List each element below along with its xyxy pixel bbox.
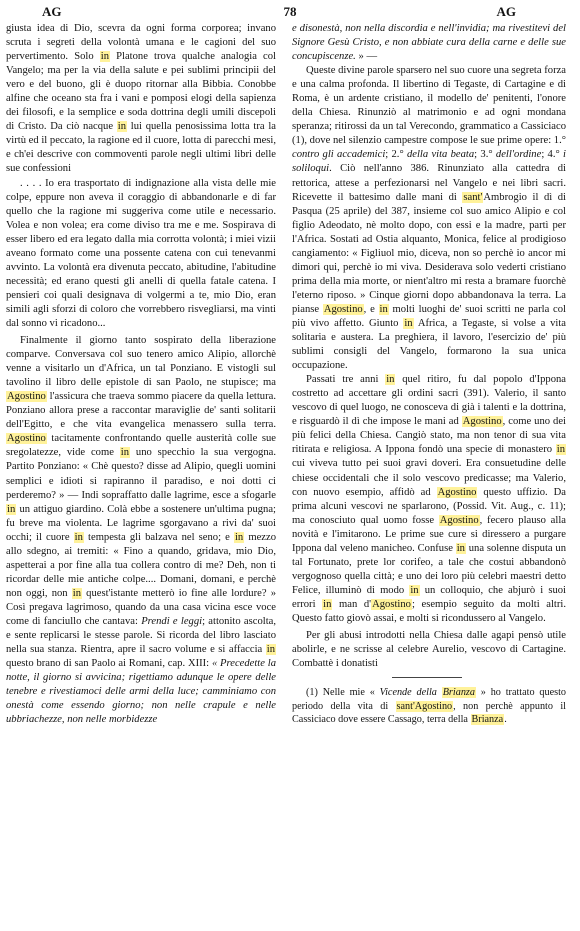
italic-text: dell'ordine xyxy=(495,149,542,161)
search-highlight: in xyxy=(117,121,127,133)
search-highlight: in xyxy=(234,531,244,543)
search-highlight: Brianza xyxy=(471,714,504,726)
search-highlight: in xyxy=(456,542,465,554)
search-highlight: Agostino xyxy=(323,303,363,315)
paragraph xyxy=(292,22,566,64)
text-run: tempesta gli balzava nel seno; e xyxy=(83,531,234,543)
text-run: Africa, a Tegaste, si volse a vita solitaria e austera. La preghiera, il lavoro, l'esercizio de' più sublimi consigli del Vangelo, formarono la sua unica occupazione. xyxy=(292,317,567,372)
text-run: ; attonito ascolta, e sente replicarsi le stesse parole. Si ricorda del libro lasciato nella sua stanza. Rientra, apre il sacro volume e si affaccia xyxy=(6,615,276,656)
text-run: ; 4.° xyxy=(541,149,564,161)
footnote-divider xyxy=(392,677,462,678)
text-run: , come uno dei più felici della Chiesa. Cangiò stato, ma non tenor di sua vita ritirata e religiosa. A Ippona fondò una specie di monastero xyxy=(292,416,566,456)
search-highlight: in xyxy=(379,303,388,315)
text-run: Queste divine parole sparsero nel suo cuore una segreta forza e una calma profonda. Il libertino di Tegaste, di Cartagine e di Roma, è un ardente cristiano, il modello de' penitenti, l'onore della Chiesa. Rinunziò al matrimonio e ad ogni mondana speranza; ritirossi da un tal Verecondo, grammatico a Cassiciaco (1), dove nel silenzio campestre compose le sue prime opere: 1.° xyxy=(292,65,566,147)
search-highlight: sant' xyxy=(463,191,483,203)
paragraph xyxy=(6,22,276,177)
search-highlight: Agostino xyxy=(7,391,46,403)
text-run: . . . . Io era trasportato di indignazione alla vista delle mie colpe, eppure non aveva il coraggio di abbandonarle e di far quello che la ragione mi suggeriva come utile e necessario. Volea e non volea; era come diviso tra me e me. Sospirava di esser libero ed era legato dalla mia corrotta volontà; i miei vizii aveano formato come una possente catena con cui tenevanmi avvinto. La volontà era divenuta peccato, abitudine, l'abitudine necessità; ed erano questi gli anelli di quella fatale catena. I pensieri coi quali designava di volgermi a te, mio Dio, eran simili agli sforzi di coloro che vorrebbero risvegliarsi, ma vinti dal sonno vi ricadono... xyxy=(6,177,276,329)
text-run: mezzo allo sdegno, ai tremiti: « Fino a quando, gridava, mio Dio, aspetterai a por fine alla tua collera contro di me? Deh, non ti ricordar delle mie antiche colpe.... Domani, domani, e perchè non oggi, non xyxy=(6,531,276,599)
text-run: Finalmente il giorno tanto sospirato della liberazione comparve. Conversava col suo tenero amico Alipio, allorchè venne a visitarlo un d'Africa, un tal Ponziano. E vistogli sul tavolino il libro delle epistole di san Paolo, ne stupisce; ma xyxy=(6,335,276,389)
text-run: tacitamente confrontando quelle austerità colle sue sregolatezze, vide come xyxy=(6,433,276,459)
search-highlight: Agostino xyxy=(7,433,46,445)
italic-text: della vita beata xyxy=(406,149,475,161)
text-run: quest'istante metterò io fine alle lordure? » Così pregava lagrimoso, quando da una casa vicina esce voce come di fanciullo che cantava: xyxy=(6,587,276,627)
text-run: , fecero plauso alla novità e l'imitarono. Le prime sue cure si diressero a purgare Ippona dal veleno manicheo. Confuse xyxy=(292,514,566,554)
italic-text: i soliloqui xyxy=(292,149,566,175)
search-highlight: in xyxy=(404,317,413,329)
header-right-keyword: AG xyxy=(496,4,516,19)
text-run: lui quella penosissima lotta tra la virtù ed il peccato, la ragione ed il cuore, lotta di parecchi mesi, e ch'ei descrive con commoventi parole negli ultimi libri delle sue confessioni xyxy=(6,121,276,175)
search-highlight: in xyxy=(556,444,565,456)
paragraph xyxy=(6,177,276,332)
text-run: ; 2.° xyxy=(385,149,407,161)
italic-text: Prendi e leggi xyxy=(141,615,203,627)
search-highlight: in xyxy=(386,374,395,386)
page-number: 78 xyxy=(283,4,297,19)
italic-text: Vicende della xyxy=(379,687,442,699)
text-run: quel ritiro, fu dal popolo d'Ippona costretto ad accettare gli ordini sacri (391). Valerio, il santo vescovo di quel luogo, ne conosceva di già i talenti e la dottrina, e risguardò il dì che impose le mani ad xyxy=(292,374,566,428)
paragraph xyxy=(292,373,566,626)
search-highlight: in xyxy=(266,644,275,656)
header-left-keyword: AG xyxy=(42,4,62,19)
search-highlight: Agostino xyxy=(372,598,411,610)
italic-text: contro gli accademici xyxy=(292,149,386,161)
search-highlight: in xyxy=(120,447,130,459)
text-run: » ho trattato questo periodo della vita di xyxy=(292,687,567,712)
paragraph xyxy=(292,64,566,373)
text-run: una solenne disputa un tal Fortunato, prete lor corifeo, a tale che costui abbandonò vergognoso quella città; e uno dei loro più celebri maestri detto Felice, illuminò di modo xyxy=(292,542,566,596)
text-run: ; esempio seguito da molti altri. Questo fatto giovò assai, e molti si ricondussero al Vangelo. xyxy=(292,598,566,624)
left-column xyxy=(6,22,276,727)
text-run: , non perchè appunto il Cassiciaco dove essere Cassago, terra della xyxy=(292,700,566,726)
search-highlight: in xyxy=(72,587,81,599)
text-run: un colloquio, che abjurò i suoi errori xyxy=(292,584,566,610)
running-header xyxy=(10,4,570,22)
text-run: . xyxy=(504,714,507,726)
search-highlight: Agostino xyxy=(439,514,479,526)
text-run: Ambrogio il dì di Pasqua (25 aprile) del 387, insieme col suo amico Alipio e col figlio Adeodato, nè molto dopo, con essi e la madre, partì per l'Africa. Sostati ad Ostia alquanto, Monica, felice al prodigioso cangiamento: « Figliuol mio, diceva, non so perchè io ancor mi dimori qui, perchè io mi viva. Desiderava solo vederti cristiano prima della mia morte, or nient'altro mi resta a bramare fuorchè l'eterno riposo. » Cinque giorni dopo abbandonava la terra. La pianse xyxy=(292,191,566,315)
search-highlight: Brianza xyxy=(442,687,475,699)
right-column-body xyxy=(292,22,566,671)
text-run: questo uffizio. Da prima alcuni vescovi ne sparlarono, (Possid. Vit. Aug., c. 11); ma conosciuto qual uomo fosse xyxy=(292,486,567,526)
italic-text: « Precedette la notte, il giorno si avvicina; rigettiamo adunque le opere delle tenebre e rivestiamoci delle armi della luce; camminiamo con onestà come essendo giorno; non nelle crapule e nelle ubbriachezze, non nelle morbidezze xyxy=(6,658,276,726)
text-run: Passati tre anni xyxy=(306,374,386,386)
text-run: un attiguo giardino. Colà ebbe a sostenere un'ultima pugna; fu breve ma violenta. Le lagrime sgorgavano a rivi da' suoi occhi; il cuore xyxy=(6,503,276,543)
text-run: ; 3.° xyxy=(474,149,496,161)
text-run: molti luoghi de' suoi scritti ne parla col più vivo affetto. Giunto xyxy=(292,303,566,329)
text-run: man d' xyxy=(332,598,372,610)
search-highlight: Agostino xyxy=(462,416,502,428)
search-highlight: in xyxy=(323,598,332,610)
text-run: l'assicura che traeva sommo piacere da quella lettura. Ponziano allora prese a raccontar maraviglie de' santi solitarii dell'Egitto, e che vita evangelica menassero sulla terra. xyxy=(6,391,276,431)
text-run: cui viveva tutto pei suoi gravi doveri. Era consuetudine delle chiese occidentali che il solo vescovo predicasse; ma Valerio, con nuovo esempio, affidò ad xyxy=(292,458,566,498)
text-run: giusta idea di Dio, scevra da ogni forma corporea; invano scruta i segreti della volontà umana e le cagioni del suo pervertimento. Solo xyxy=(6,23,276,63)
search-highlight: in xyxy=(100,51,110,63)
search-highlight: in xyxy=(7,503,16,515)
paragraph xyxy=(6,334,276,727)
search-highlight: Agostino xyxy=(437,486,477,498)
text-run: . Ciò nell'anno 386. Rinunziato alla cattedra di rettorica, attese a perfezionarsi nel Vangelo e nei libri sacri. Ricevette il battesimo dalle mani di xyxy=(292,163,566,203)
text-run: uno specchio la sua vergogna. Partito Ponziano: « Chè questo? disse ad Alipio, quegli uomini semplici e idioti si rapiranno il paradiso, e noi dotti ci perderemo? » — Indi sopraffatto dalle lagrime, esce a sfogarle xyxy=(6,447,276,501)
text-run: Platone trova qualche analogia col Vangelo; ma per la via della salute e pei sublimi principii del vero e del buono, gli è duopo ritornar alla Bibbia. Conobbe alfine che oceano sta fra i vani e pomposi elogi della sapienza dei filosofi, e la semplice e soda dottrina degli umili discepoli di Cristo. Da ciò nacque xyxy=(6,51,276,133)
text-run: questo brano di san Paolo ai Romani, cap. XIII: xyxy=(6,658,212,670)
search-highlight: in xyxy=(410,584,419,596)
paragraph xyxy=(292,629,566,671)
search-highlight: sant'Agostino xyxy=(396,700,453,712)
footnote xyxy=(292,686,566,727)
text-run: , e xyxy=(363,303,379,315)
text-run: Per gli abusi introdotti nella Chiesa dalle agapi pensò utile abolirle, e ne scrisse al celebre Aurelio, vescovo di Cartagine. Combattè i donatisti xyxy=(292,630,566,670)
search-highlight: in xyxy=(74,531,83,543)
text-run: » — xyxy=(355,51,378,63)
italic-text: e disonestà, non nella discordia e nell'invidia; ma rivestitevi del Signore Gesù Cristo, e non abbiate cura della carne e delle sue concupiscenze. xyxy=(292,23,566,63)
text-run: (1) Nelle mie « xyxy=(306,687,380,699)
right-column xyxy=(292,22,566,727)
